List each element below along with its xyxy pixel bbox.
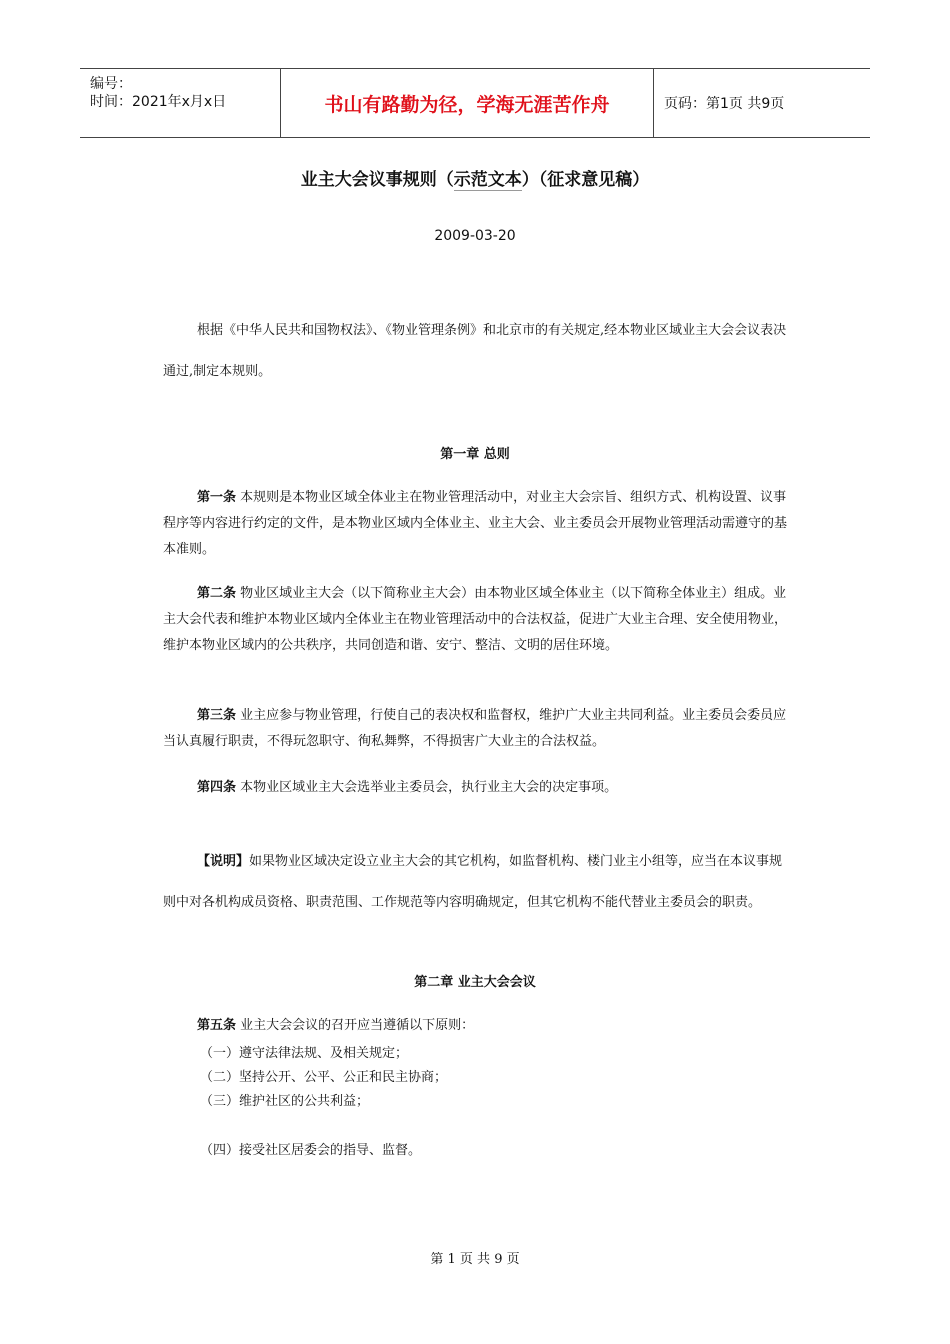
intro-paragraph: 根据《中华人民共和国物权法》、《物业管理条例》和北京市的有关规定,经本物业区域业主大会会议表决通过,制定本规则。 [163, 323, 787, 379]
article-2-text: 物业区域业主大会（以下简称业主大会）由本物业区域全体业主（以下简称全体业主）组成。业主大会代表和维护本物业区域内全体业主在物业管理活动中的合法权益，促进广大业主合理、安全使用物业，维护本物业区域内的公共秩序，共同创造和谐、安宁、整洁、文明的居住环境。 [163, 586, 788, 653]
note-paragraph [163, 841, 793, 923]
article-1-text: 本规则是本物业区域全体业主在物业管理活动中，对业主大会宗旨、组织方式、机构设置、议事程序等内容进行约定的文件，是本物业区域内全体业主、业主大会、业主委员会开展物业管理活动需遵守的基本准则。 [163, 490, 788, 557]
article-2 [163, 581, 793, 659]
header-left-cell [80, 69, 281, 137]
header-page-info: 页码：第1页 共9页 [664, 96, 785, 112]
principle-4: （四）接受社区居委会的指导、监督。 [200, 1143, 422, 1158]
document-date: 2009-03-20 [434, 228, 516, 244]
principle-3: （三）维护社区的公共利益； [200, 1094, 370, 1109]
header-table [80, 68, 870, 138]
chapter-1-heading: 第一章 总则 [440, 447, 510, 462]
article-4-text: 本物业区域业主大会选举业主委员会，执行业主大会的决定事项。 [240, 780, 618, 795]
article-2-label: 第二条 [197, 586, 237, 601]
note-text: 如果物业区域决定设立业主大会的其它机构，如监督机构、楼门业主小组等，应当在本议事规则中对各机构成员资格、职责范围、工作规范等内容明确规定，但其它机构不能代替业主委员会的职责。 [163, 854, 783, 910]
title-part-2: ）（征求意见稿） [521, 170, 650, 190]
time-label: 时间：2021年x月x日 [90, 94, 227, 110]
article-5 [163, 1013, 793, 1039]
note-label: 【说明】 [197, 854, 250, 869]
article-4-label: 第四条 [197, 780, 237, 795]
number-label: 编号： [90, 76, 132, 92]
article-1-label: 第一条 [197, 490, 237, 505]
title-underlined: 示范文本 [453, 170, 522, 190]
principle-1: （一）遵守法律法规、及相关规定； [200, 1046, 409, 1061]
article-5-text: 业主大会会议的召开应当遵循以下原则： [240, 1018, 475, 1033]
header-motto: 书山有路勤为径，学海无涯苦作舟 [281, 69, 654, 137]
article-4 [163, 775, 793, 801]
article-3-label: 第三条 [197, 708, 237, 723]
chapter-2-heading: 第二章 业主大会会议 [414, 975, 536, 990]
title-part-1: 业主大会议事规则（ [300, 170, 454, 190]
article-3-text: 业主应参与物业管理，行使自己的表决权和监督权，维护广大业主共同利益。业主委员会委员应当认真履行职责，不得玩忽职守、徇私舞弊，不得损害广大业主的合法权益。 [163, 708, 787, 749]
article-3 [163, 703, 793, 755]
article-5-label: 第五条 [197, 1018, 237, 1033]
document-title [0, 165, 950, 190]
article-1 [163, 485, 793, 563]
principle-2: （二）坚持公开、公平、公正和民主协商； [200, 1070, 448, 1085]
page-footer: 第 1 页 共 9 页 [430, 1252, 520, 1267]
